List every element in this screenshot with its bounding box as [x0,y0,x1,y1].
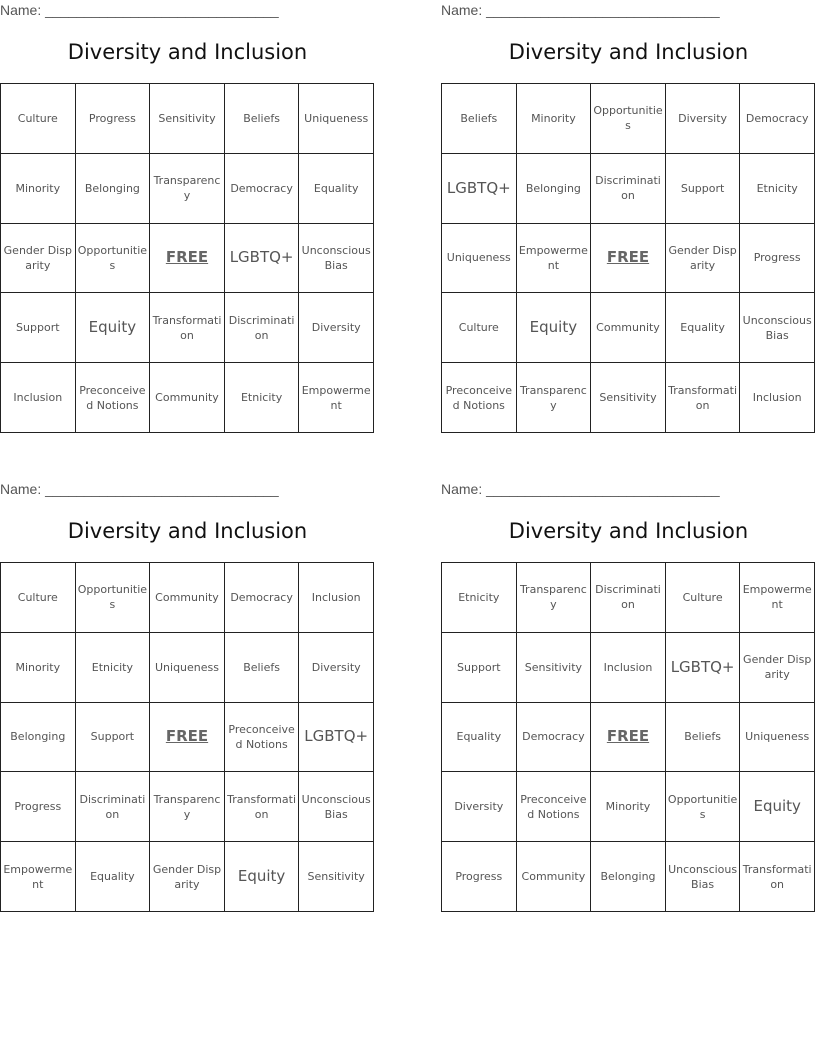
bingo-cell[interactable]: Uniqueness [150,633,225,703]
bingo-cell[interactable]: Diversity [666,84,741,154]
bingo-cell[interactable]: Community [591,293,666,363]
bingo-cell[interactable]: Democracy [225,563,300,633]
bingo-cell[interactable]: Belonging [1,703,76,773]
bingo-cell[interactable]: Support [1,293,76,363]
bingo-grid [0,83,374,433]
bingo-cell[interactable]: Community [150,563,225,633]
bingo-cell[interactable]: Equality [666,293,741,363]
bingo-cell[interactable]: Uniqueness [442,224,517,294]
bingo-cell[interactable]: Preconceived Notions [442,363,517,433]
bingo-cell[interactable]: Gender Disparity [150,842,225,912]
bingo-cell[interactable]: Belonging [517,154,592,224]
bingo-cell[interactable]: Discrimination [76,772,151,842]
bingo-cell[interactable]: Discrimination [225,293,300,363]
bingo-cell[interactable]: Etnicity [740,154,815,224]
bingo-cell[interactable]: Unconscious Bias [299,772,374,842]
bingo-cell[interactable]: Transformation [666,363,741,433]
bingo-cell[interactable]: Equity [76,293,151,363]
bingo-cell[interactable]: Empowerment [740,563,815,633]
bingo-cell[interactable]: Sensitivity [150,84,225,154]
bingo-cell[interactable]: Inclusion [591,633,666,703]
free-space[interactable]: FREE [591,703,666,773]
bingo-cell[interactable]: Transparency [517,563,592,633]
bingo-cell[interactable]: Empowerment [299,363,374,433]
bingo-cell[interactable]: Diversity [299,293,374,363]
bingo-cell[interactable]: Uniqueness [740,703,815,773]
bingo-cell[interactable]: Transformation [740,842,815,912]
card-title: Diversity and Inclusion [508,40,749,64]
bingo-card-2 [441,0,816,435]
bingo-cell[interactable]: Inclusion [1,363,76,433]
bingo-cell[interactable]: Uniqueness [299,84,374,154]
bingo-cell[interactable]: Minority [517,84,592,154]
bingo-cell[interactable]: Gender Disparity [1,224,76,294]
bingo-cell[interactable]: Culture [1,563,76,633]
free-space[interactable]: FREE [150,224,225,294]
bingo-cell[interactable]: Support [442,633,517,703]
bingo-cell[interactable]: Transformation [225,772,300,842]
bingo-cell[interactable]: Transparency [150,154,225,224]
free-space[interactable]: FREE [150,703,225,773]
bingo-cell[interactable]: Inclusion [740,363,815,433]
bingo-grid [0,562,374,912]
bingo-cell[interactable]: LGBTQ+ [442,154,517,224]
bingo-cell[interactable]: Community [150,363,225,433]
bingo-cell[interactable]: Support [76,703,151,773]
bingo-grid [441,83,815,433]
bingo-cell[interactable]: LGBTQ+ [299,703,374,773]
bingo-cell[interactable]: Transparency [517,363,592,433]
bingo-cell[interactable]: Equity [740,772,815,842]
bingo-card-3 [0,479,375,914]
bingo-cell[interactable]: Gender Disparity [740,633,815,703]
free-space[interactable]: FREE [591,224,666,294]
bingo-cell[interactable]: Empowerment [1,842,76,912]
bingo-cell[interactable]: LGBTQ+ [225,224,300,294]
bingo-card-1 [0,0,375,435]
bingo-cell[interactable]: Preconceived Notions [225,703,300,773]
bingo-cell[interactable]: Culture [1,84,76,154]
bingo-cell[interactable]: Support [666,154,741,224]
bingo-cell[interactable]: Equity [225,842,300,912]
bingo-cell[interactable]: Empowerment [517,224,592,294]
bingo-cell[interactable]: Unconscious Bias [740,293,815,363]
bingo-cell[interactable]: Progress [442,842,517,912]
bingo-cell[interactable]: Preconceived Notions [76,363,151,433]
bingo-cell[interactable]: Culture [442,293,517,363]
bingo-cell[interactable]: Minority [1,154,76,224]
bingo-cell[interactable]: Unconscious Bias [299,224,374,294]
bingo-cell[interactable]: Belonging [591,842,666,912]
bingo-cell[interactable]: Gender Disparity [666,224,741,294]
name-field[interactable]: Name: ______________________________ [0,2,279,18]
bingo-cell[interactable]: Etnicity [225,363,300,433]
bingo-cell[interactable]: Beliefs [225,633,300,703]
bingo-cell[interactable]: Unconscious Bias [666,842,741,912]
name-field[interactable]: Name: ______________________________ [0,481,279,497]
bingo-cell[interactable]: Community [517,842,592,912]
bingo-cell[interactable]: Diversity [299,633,374,703]
bingo-cell[interactable]: Belonging [76,154,151,224]
bingo-cell[interactable]: Opportunities [666,772,741,842]
bingo-cell[interactable]: Transparency [150,772,225,842]
bingo-cell[interactable]: Beliefs [225,84,300,154]
card-title: Diversity and Inclusion [67,519,308,543]
bingo-cell[interactable]: Democracy [517,703,592,773]
bingo-cell[interactable]: Culture [666,563,741,633]
bingo-cell[interactable]: Equality [76,842,151,912]
bingo-cell[interactable]: Discrimination [591,154,666,224]
bingo-cell[interactable]: Democracy [225,154,300,224]
bingo-cell[interactable]: Discrimination [591,563,666,633]
bingo-cell[interactable]: Inclusion [299,563,374,633]
bingo-cell[interactable]: Progress [740,224,815,294]
card-title: Diversity and Inclusion [67,40,308,64]
bingo-cell[interactable]: Etnicity [76,633,151,703]
bingo-cell[interactable]: Beliefs [666,703,741,773]
bingo-cell[interactable]: Diversity [442,772,517,842]
card-title: Diversity and Inclusion [508,519,749,543]
bingo-cell[interactable]: Equality [299,154,374,224]
name-field[interactable]: Name: ______________________________ [441,2,720,18]
bingo-cell[interactable]: Progress [76,84,151,154]
bingo-cell[interactable]: Equality [442,703,517,773]
name-field[interactable]: Name: ______________________________ [441,481,720,497]
bingo-cell[interactable]: Minority [1,633,76,703]
bingo-cell[interactable]: Preconceived Notions [517,772,592,842]
bingo-cell[interactable]: Progress [1,772,76,842]
bingo-card-4 [441,479,816,914]
bingo-cell[interactable]: Transformation [150,293,225,363]
bingo-cell[interactable]: LGBTQ+ [666,633,741,703]
bingo-cell[interactable]: Sensitivity [591,363,666,433]
bingo-cell[interactable]: Opportunities [591,84,666,154]
bingo-cell[interactable]: Opportunities [76,224,151,294]
bingo-cell[interactable]: Etnicity [442,563,517,633]
bingo-cell[interactable]: Beliefs [442,84,517,154]
bingo-cell[interactable]: Democracy [740,84,815,154]
bingo-cell[interactable]: Sensitivity [299,842,374,912]
bingo-grid [441,562,815,912]
bingo-cell[interactable]: Minority [591,772,666,842]
bingo-cell[interactable]: Equity [517,293,592,363]
bingo-cell[interactable]: Sensitivity [517,633,592,703]
bingo-cell[interactable]: Opportunities [76,563,151,633]
